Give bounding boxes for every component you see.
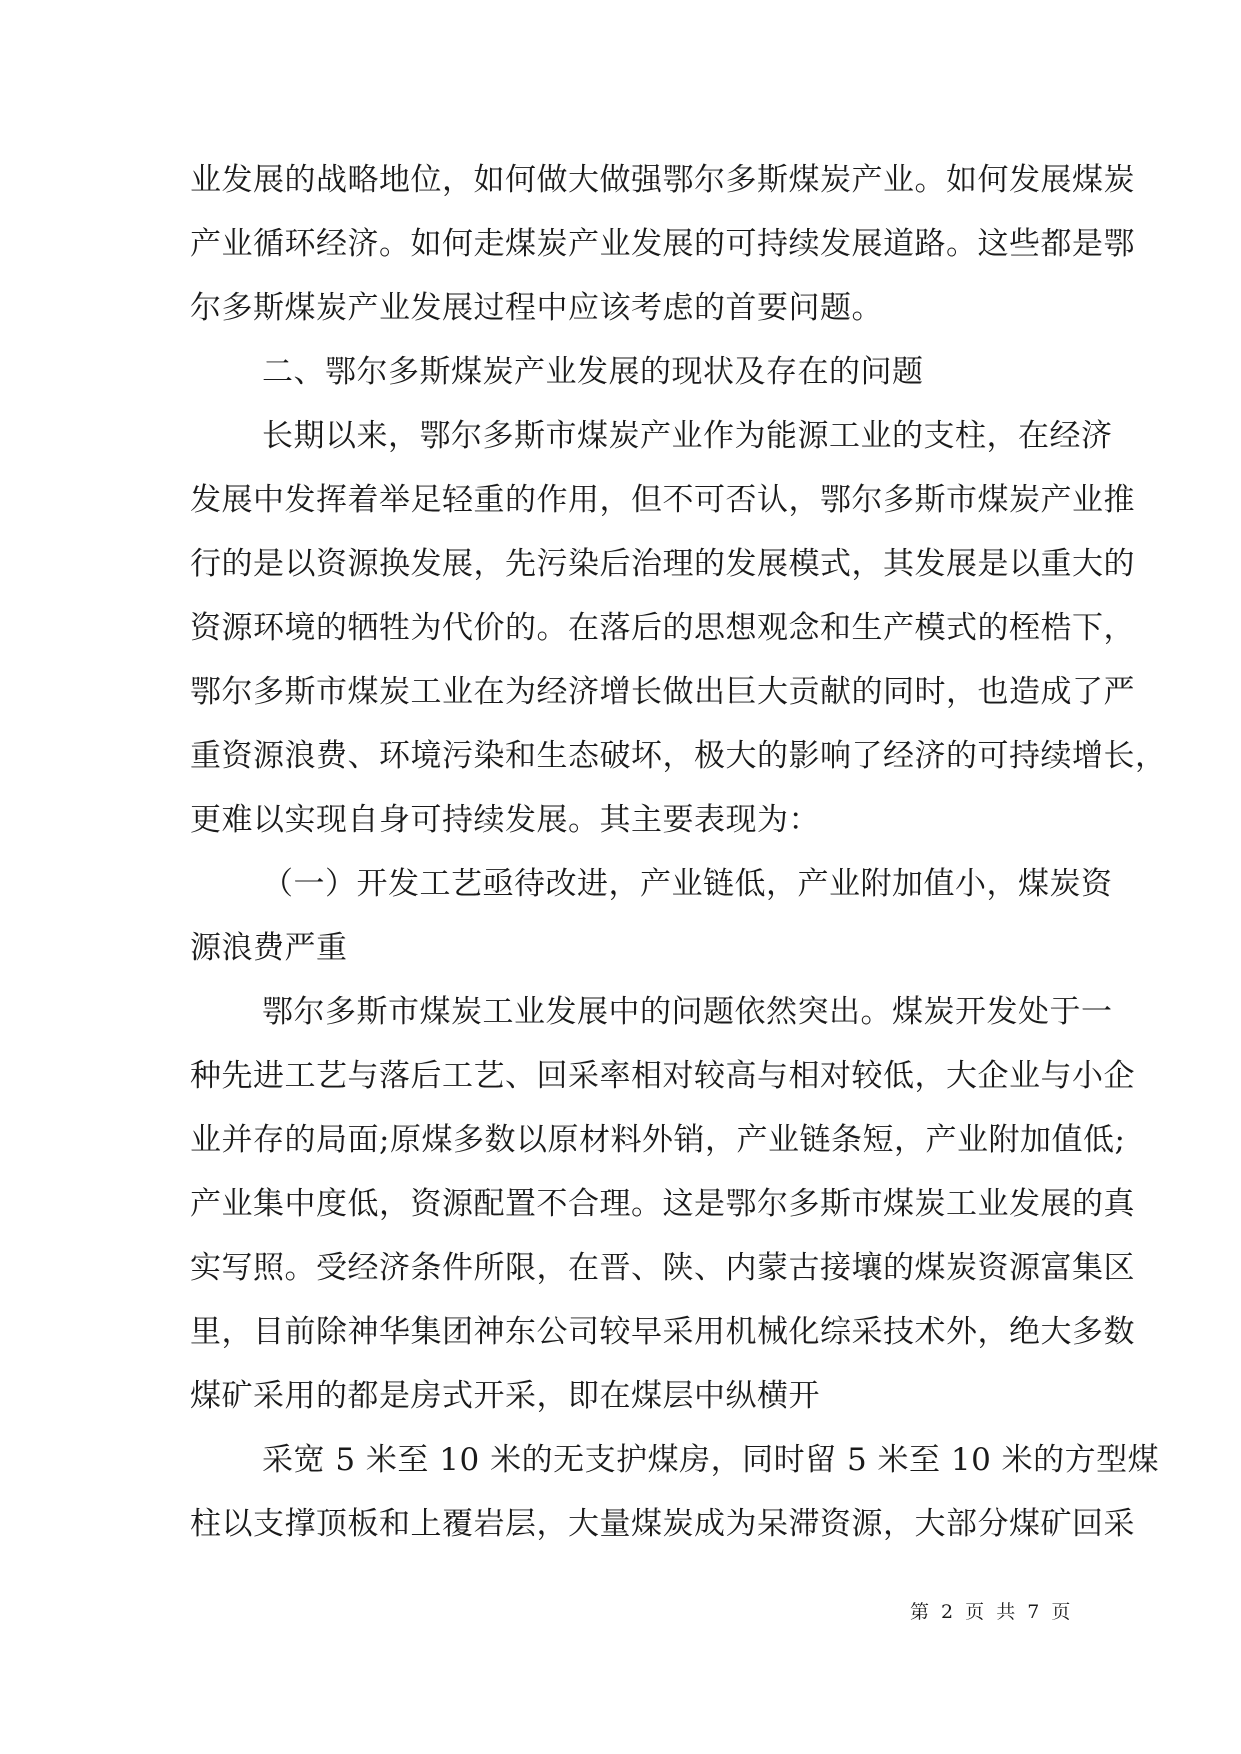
body-line: 鄂尔多斯市煤炭工业在为经济增长做出巨大贡献的同时，也造成了严 [190,674,1135,710]
body-line: 行的是以资源换发展，先污染后治理的发展模式，其发展是以重大的 [190,546,1135,582]
body-line: 种先进工艺与落后工艺、回采率相对较高与相对较低，大企业与小企 [190,1058,1135,1094]
subsection-heading: 源浪费严重 [190,930,348,966]
subsection-heading: （一）开发工艺亟待改进，产业链低，产业附加值小，煤炭资 [262,866,1113,902]
section-heading: 二、鄂尔多斯煤炭产业发展的现状及存在的问题 [262,354,924,390]
document-body [190,148,1167,1556]
body-line: 业发展的战略地位，如何做大做强鄂尔多斯煤炭产业。如何发展煤炭 [190,162,1135,198]
body-line: 煤矿采用的都是房式开采，即在煤层中纵横开 [190,1378,820,1414]
body-line: 采宽 5 米至 10 米的无支护煤房，同时留 5 米至 10 米的方型煤 [262,1442,1160,1478]
body-line: 发展中发挥着举足轻重的作用，但不可否认，鄂尔多斯市煤炭产业推 [190,482,1135,518]
body-line: 实写照。受经济条件所限，在晋、陕、内蒙古接壤的煤炭资源富集区 [190,1250,1135,1286]
body-line: 尔多斯煤炭产业发展过程中应该考虑的首要问题。 [190,290,883,326]
page-number: 第 2 页 共 7 页 [910,1601,1074,1623]
body-line: 业并存的局面;原煤多数以原材料外销，产业链条短，产业附加值低; [190,1122,1126,1158]
body-line: 长期以来，鄂尔多斯市煤炭产业作为能源工业的支柱，在经济 [262,418,1113,454]
body-line: 鄂尔多斯市煤炭工业发展中的问题依然突出。煤炭开发处于一 [262,994,1113,1030]
body-line: 更难以实现自身可持续发展。其主要表现为： [190,802,820,838]
body-line: 柱以支撑顶板和上覆岩层，大量煤炭成为呆滞资源，大部分煤矿回采 [190,1506,1135,1542]
body-line: 重资源浪费、环境污染和生态破坏，极大的影响了经济的可持续增长， [190,738,1167,774]
body-line: 里，目前除神华集团神东公司较早采用机械化综采技术外，绝大多数 [190,1314,1135,1350]
body-line: 产业循环经济。如何走煤炭产业发展的可持续发展道路。这些都是鄂 [190,226,1135,262]
body-line: 资源环境的牺牲为代价的。在落后的思想观念和生产模式的桎梏下， [190,610,1135,646]
body-line: 产业集中度低，资源配置不合理。这是鄂尔多斯市煤炭工业发展的真 [190,1186,1135,1222]
